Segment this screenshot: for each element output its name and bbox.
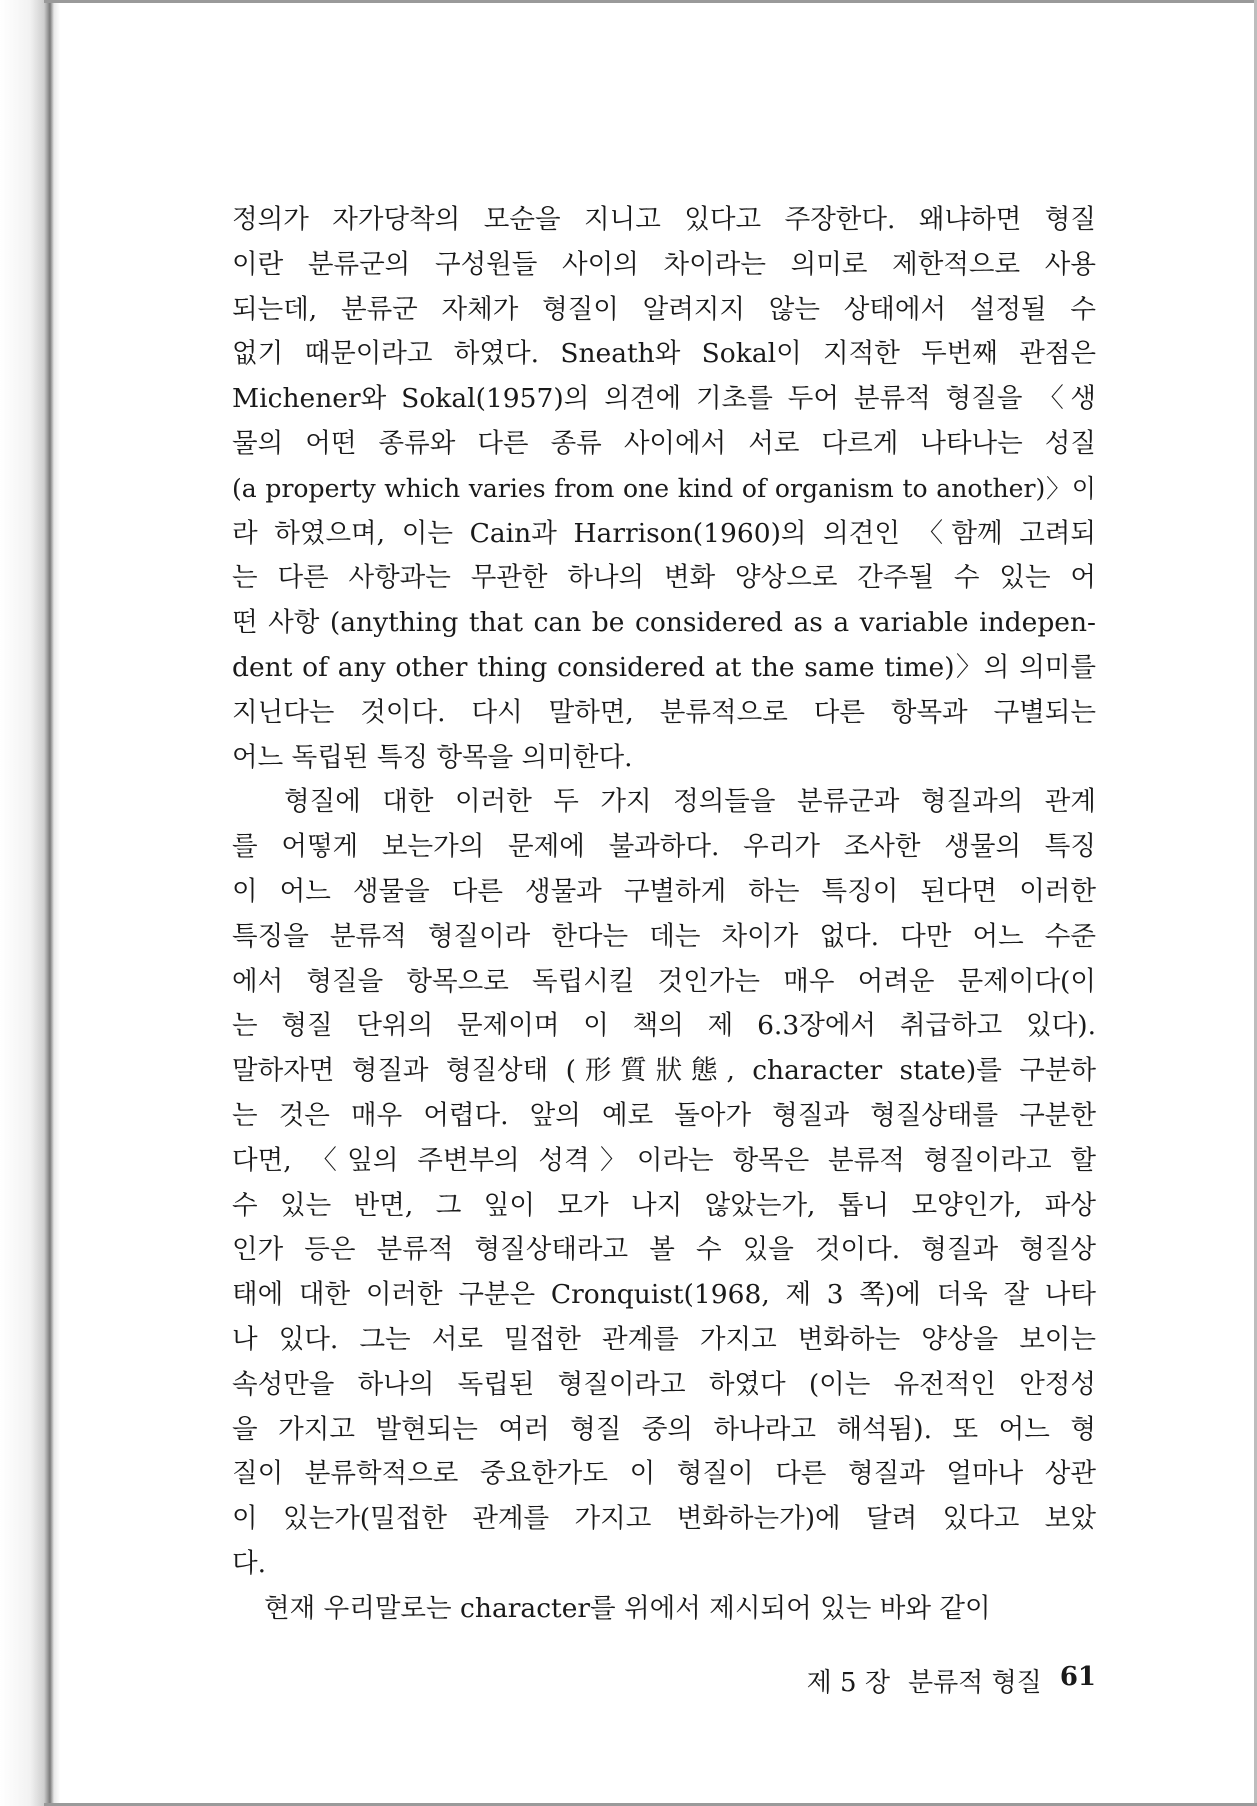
body-text (232, 198, 1096, 1632)
page-footer (780, 1662, 1096, 1699)
text-line: 는 것은 매우 어렵다. 앞의 예로 돌아가 형질과 형질상태를 구분한 (232, 1099, 1096, 1131)
footer-chapter-title: 분류적 형질 (907, 1668, 1042, 1698)
text-line: 이 어느 생물을 다른 생물과 구별하게 하는 특징이 된다면 이러한 (232, 875, 1096, 907)
text-line: 인가 등은 분류적 형질상태라고 볼 수 있을 것이다. 형질과 형질상 (232, 1234, 1096, 1266)
text-line: Michener와 Sokal(1957)의 의견에 기초를 두어 분류적 형질을 〈생 (232, 383, 1096, 415)
text-line: 현재 우리말로는 character를 위에서 제시되어 있는 바와 같이 (264, 1592, 991, 1624)
text-line: 질이 분류학적으로 중요한가도 이 형질이 다른 형질과 얼마나 상관 (232, 1458, 1096, 1490)
text-line: 수 있는 반면, 그 잎이 모가 나지 않았는가, 톱니 모양인가, 파상 (232, 1189, 1096, 1221)
page-number: 61 (1059, 1662, 1096, 1692)
text-line: 떤 사항 (anything that can be considered as a variable indepen- (232, 607, 1096, 639)
text-line: 이란 분류군의 구성원들 사이의 차이라는 의미로 제한적으로 사용 (232, 248, 1096, 280)
text-line: 물의 어떤 종류와 다른 종류 사이에서 서로 다르게 나타나는 성질 (232, 427, 1096, 459)
text-line: dent of any other thing considered at the same time)〉의 의미를 (232, 651, 1096, 683)
text-line: 나 있다. 그는 서로 밀접한 관계를 가지고 변화하는 양상을 보이는 (232, 1323, 1096, 1355)
text-line: 속성만을 하나의 독립된 형질이라고 하였다 (이는 유전적인 안정성 (232, 1368, 1096, 1400)
page-top-edge (44, 0, 1257, 3)
text-line: 이 있는가(밀접한 관계를 가지고 변화하는가)에 달려 있다고 보았 (232, 1503, 1096, 1535)
text-line: 다. (232, 1547, 267, 1579)
text-line: 태에 대한 이러한 구분은 Cronquist(1968, 제 3 쪽)에 더욱 잘 나타 (232, 1279, 1096, 1311)
text-line: 특징을 분류적 형질이라 한다는 데는 차이가 없다. 다만 어느 수준 (232, 920, 1096, 952)
text-line: 말하자면 형질과 형질상태 (形質狀態, character state)를 구분하 (232, 1055, 1096, 1087)
text-line: 어느 독립된 특징 항목을 의미한다. (232, 741, 633, 773)
text-line: 라 하였으며, 이는 Cain과 Harrison(1960)의 의견인 〈함께 고려되 (232, 517, 1096, 549)
text-line: 는 형질 단위의 문제이며 이 책의 제 6.3장에서 취급하고 있다). (232, 1010, 1096, 1042)
text-line: 없기 때문이라고 하였다. Sneath와 Sokal이 지적한 두번째 관점은 (232, 338, 1096, 370)
text-line: 에서 형질을 항목으로 독립시킬 것인가는 매우 어려운 문제이다(이 (232, 965, 1096, 997)
text-line: 다면, 〈잎의 주변부의 성격〉이라는 항목은 분류적 형질이라고 할 (232, 1144, 1096, 1176)
book-spine (0, 0, 60, 1806)
text-line: (a property which varies from one kind of organism to another)〉이 (232, 473, 1096, 503)
text-line: 를 어떻게 보는가의 문제에 불과하다. 우리가 조사한 생물의 특징 (232, 831, 1096, 863)
text-line: 되는데, 분류군 자체가 형질이 알려지지 않는 상태에서 설정될 수 (232, 293, 1096, 325)
text-line: 정의가 자가당착의 모순을 지니고 있다고 주장한다. 왜냐하면 형질 (232, 204, 1096, 235)
footer-chapter: 제 5 장 (806, 1668, 890, 1698)
text-line: 을 가지고 발현되는 여러 형질 중의 하나라고 해석됨). 또 어느 형 (232, 1413, 1096, 1445)
text-line: 는 다른 사항과는 무관한 하나의 변화 양상으로 간주될 수 있는 어 (232, 562, 1096, 594)
text-line: 지닌다는 것이다. 다시 말하면, 분류적으로 다른 항목과 구별되는 (232, 696, 1096, 728)
text-line: 형질에 대한 이러한 두 가지 정의들을 분류군과 형질과의 관계 (284, 786, 1096, 818)
